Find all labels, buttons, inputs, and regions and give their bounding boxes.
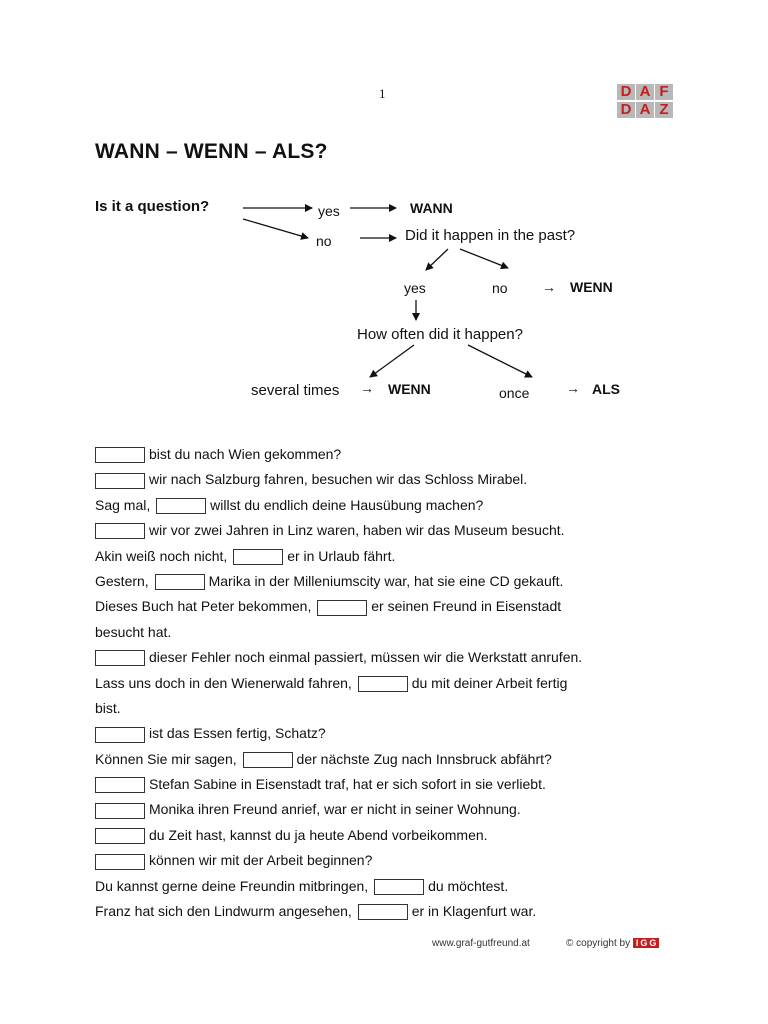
page-number: 1 xyxy=(379,86,386,101)
logo-letter: A xyxy=(636,84,654,100)
sentence-text: Akin weiß noch nicht, xyxy=(95,547,228,564)
exercise-line xyxy=(95,772,695,797)
answer-gap[interactable] xyxy=(95,854,145,870)
flow-several-times: several times xyxy=(251,382,340,399)
exercise-line xyxy=(95,671,695,696)
answer-gap[interactable] xyxy=(95,650,145,666)
exercise-line xyxy=(95,620,695,645)
logo-letter: D xyxy=(617,102,635,118)
sentence-text: du möchtest. xyxy=(428,877,509,894)
exercise-line xyxy=(95,569,695,594)
footer-copyright xyxy=(566,938,659,949)
answer-gap[interactable] xyxy=(95,727,145,743)
arrow-glyph: → xyxy=(542,279,556,295)
exercise-list xyxy=(95,442,695,924)
sentence-text: er in Urlaub fährt. xyxy=(287,547,396,564)
arrow-past-no xyxy=(460,249,508,268)
sentence-text: bist du nach Wien gekommen? xyxy=(149,446,342,462)
answer-gap[interactable] xyxy=(233,549,283,565)
sentence-text: er in Klagenfurt war. xyxy=(411,903,537,920)
flow-wann: WANN xyxy=(410,200,453,216)
flow-wenn-several: WENN xyxy=(388,381,431,397)
answer-gap[interactable] xyxy=(358,676,408,692)
flow-yes: yes xyxy=(318,203,340,219)
exercise-line xyxy=(95,696,695,721)
answer-gap[interactable] xyxy=(95,803,145,819)
sentence-text: besucht hat. xyxy=(95,623,172,640)
sentence-text: Lass uns doch in den Wienerwald fahren, xyxy=(95,674,352,691)
arrow-past-yes xyxy=(426,249,448,270)
exercise-line xyxy=(95,899,695,924)
exercise-line xyxy=(95,721,695,746)
sentence-text: dieser Fehler noch einmal passiert, müssen wir die Werkstatt anrufen. xyxy=(149,649,583,666)
sentence-text: Können Sie mir sagen, xyxy=(95,750,237,767)
exercise-line xyxy=(95,493,695,518)
answer-gap[interactable] xyxy=(95,473,145,489)
sentence-text: Dieses Buch hat Peter bekommen, xyxy=(95,598,312,615)
sentence-text: Du kannst gerne deine Freundin mitbringen, xyxy=(95,877,369,894)
page-title: WANN – WENN – ALS? xyxy=(95,140,328,163)
igg-logo xyxy=(633,938,660,948)
arrow-often-once xyxy=(468,345,532,377)
sentence-text: er seinen Freund in Eisenstadt xyxy=(371,598,562,615)
answer-gap[interactable] xyxy=(95,523,145,539)
sentence-text: der nächste Zug nach Innsbruck abfährt? xyxy=(296,750,552,767)
sentence-text: Marika in der Milleniumscity war, hat sie eine CD gekauft. xyxy=(208,572,564,589)
sentence-text: Monika ihren Freund anrief, war er nicht in seiner Wohnung. xyxy=(149,801,521,818)
flow-als: ALS xyxy=(592,381,620,397)
igg-letter: I xyxy=(635,938,639,948)
sentence-text: willst du endlich deine Hausübung machen? xyxy=(210,496,484,513)
copyright-text: © copyright by xyxy=(566,938,631,949)
flow-often-question: How often did it happen? xyxy=(357,326,523,343)
arrow-question-no xyxy=(243,219,308,238)
sentence-text: Sag mal, xyxy=(95,496,151,513)
sentence-text: du mit deiner Arbeit fertig xyxy=(411,674,568,691)
exercise-line xyxy=(95,823,695,848)
exercise-line xyxy=(95,874,695,899)
flow-yes-past: yes xyxy=(404,280,426,296)
answer-gap[interactable] xyxy=(156,498,206,514)
sentence-text: wir vor zwei Jahren in Linz waren, haben wir das Museum besucht. xyxy=(149,522,565,539)
answer-gap[interactable] xyxy=(95,777,145,793)
answer-gap[interactable] xyxy=(374,879,424,895)
footer-website[interactable]: www.graf-gutfreund.at xyxy=(432,938,530,949)
arrow-glyph: → xyxy=(360,380,374,396)
sentence-text: bist. xyxy=(95,699,121,716)
igg-letter: G xyxy=(649,938,657,948)
exercise-line xyxy=(95,848,695,873)
exercise-line xyxy=(95,544,695,569)
sentence-text: Franz hat sich den Lindwurm angesehen, xyxy=(95,903,352,920)
flow-past-question: Did it happen in the past? xyxy=(405,227,576,244)
logo-letter: D xyxy=(617,84,635,100)
exercise-line xyxy=(95,797,695,822)
sentence-text: du Zeit hast, kannst du ja heute Abend vorbeikommen. xyxy=(149,826,488,843)
exercise-line xyxy=(95,594,695,619)
flow-wenn-not-past: WENN xyxy=(570,279,613,295)
sentence-text: Stefan Sabine in Eisenstadt traf, hat er sich sofort in sie verliebt. xyxy=(149,776,546,793)
flow-no-past: no xyxy=(492,280,508,296)
answer-gap[interactable] xyxy=(155,574,205,590)
exercise-line xyxy=(95,467,695,492)
exercise-line xyxy=(95,518,695,543)
sentence-text: ist das Essen fertig, Schatz? xyxy=(149,725,326,742)
arrow-glyph: → xyxy=(566,380,580,396)
answer-gap[interactable] xyxy=(95,828,145,844)
flow-once: once xyxy=(499,385,530,401)
exercise-line xyxy=(95,747,695,772)
flow-question: Is it a question? xyxy=(95,198,210,215)
logo-letter: A xyxy=(636,102,654,118)
sentence-text: wir nach Salzburg fahren, besuchen wir das Schloss Mirabel. xyxy=(149,471,528,488)
answer-gap[interactable] xyxy=(358,904,408,920)
answer-gap[interactable] xyxy=(317,600,367,616)
answer-gap[interactable] xyxy=(95,447,145,463)
answer-gap[interactable] xyxy=(243,752,293,768)
logo-letter: F xyxy=(655,84,673,100)
sentence-text: können wir mit der Arbeit beginnen? xyxy=(149,852,373,869)
exercise-line xyxy=(95,442,695,467)
arrow-often-several xyxy=(370,345,414,377)
igg-letter: G xyxy=(640,938,648,948)
flow-no: no xyxy=(316,233,332,249)
sentence-text: Gestern, xyxy=(95,572,149,589)
exercise-line xyxy=(95,645,695,670)
logo-letter: Z xyxy=(655,102,673,118)
